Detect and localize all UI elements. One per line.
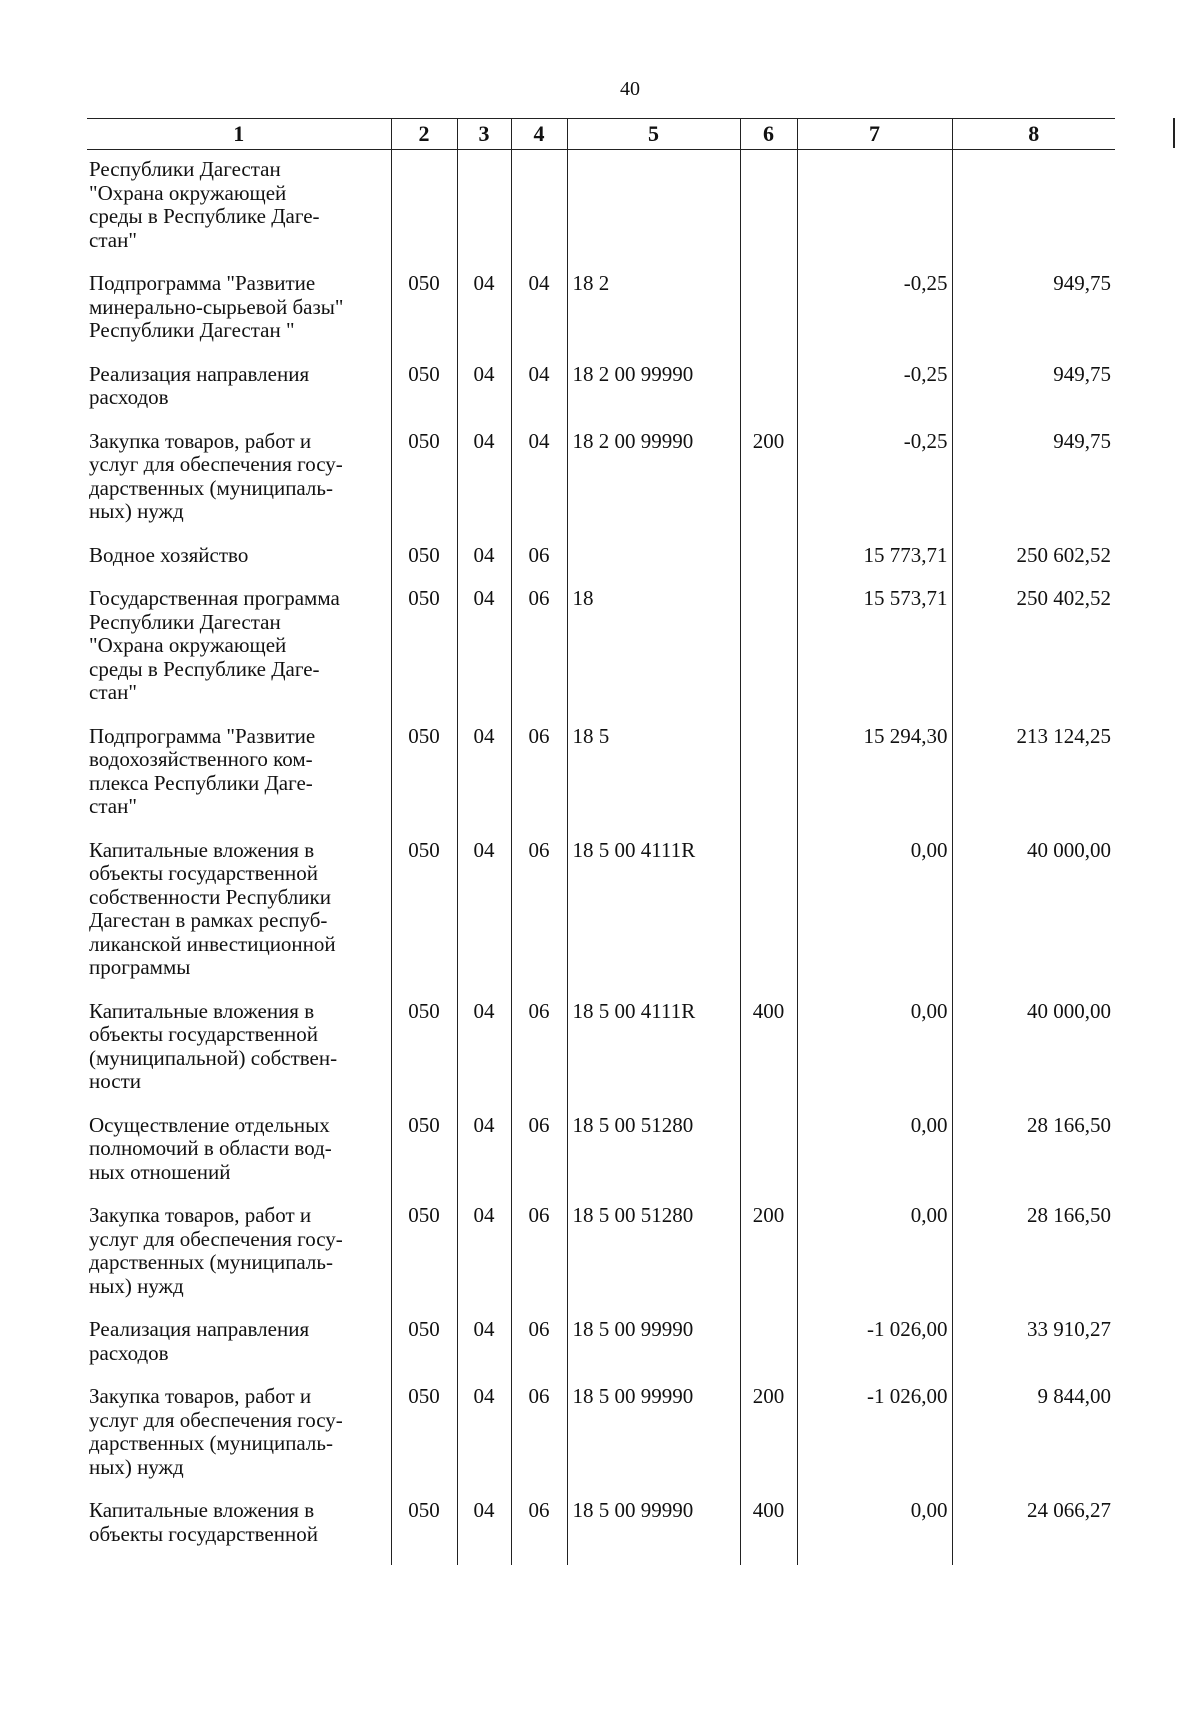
section-code-cell: 04: [457, 536, 511, 580]
subsection-code-cell: 04: [511, 422, 567, 536]
section-code-cell: 04: [457, 355, 511, 422]
expense-type-code-cell: 200: [740, 422, 797, 536]
target-article-code-cell: 18 5 00 4111R: [567, 992, 740, 1106]
item-name-cell: Капитальные вложения в объекты государственной собственности Республики Дагестан в рамках респуб- ликанской инвестиционной программы: [89, 837, 336, 979]
item-name-cell: Закупка товаров, работ и услуг для обеспечения госу- дарственных (муниципаль- ных) нужд: [89, 428, 343, 523]
item-name-cell: Закупка товаров, работ и услуг для обеспечения госу- дарственных (муниципаль- ных) нужд: [89, 1203, 343, 1298]
item-name-cell: Водное хозяйство: [89, 542, 249, 567]
target-article-code-cell: 18 2 00 99990: [567, 355, 740, 422]
subsection-code-cell: 06: [511, 579, 567, 717]
ministry-code-cell: 050: [391, 579, 457, 717]
table-row: [87, 150, 1115, 265]
amount-change-cell: 15 294,30: [797, 717, 952, 831]
table-row: [87, 579, 1115, 717]
target-article-code-cell: 18: [567, 579, 740, 717]
subsection-code-cell: 06: [511, 1106, 567, 1197]
subsection-code-cell: 06: [511, 1310, 567, 1377]
amount-change-cell: -0,25: [797, 355, 952, 422]
table-top-rule-extension: [1173, 118, 1175, 148]
item-name-cell: Капитальные вложения в объекты государственной: [89, 1498, 318, 1546]
item-name-cell: Подпрограмма "Развитие водохозяйственного ком- плекса Республики Даге- стан": [89, 723, 316, 818]
section-code-cell: 04: [457, 1310, 511, 1377]
subsection-code-cell: 06: [511, 1491, 567, 1565]
column-header: 2: [391, 119, 457, 150]
amount-total-cell: 40 000,00: [952, 992, 1115, 1106]
subsection-code-cell: 06: [511, 1196, 567, 1310]
expense-type-code-cell: [740, 536, 797, 580]
ministry-code-cell: 050: [391, 1491, 457, 1565]
expense-type-code-cell: [740, 831, 797, 992]
expense-type-code-cell: [740, 264, 797, 355]
ministry-code-cell: [391, 150, 457, 265]
item-name-cell: Реализация направления расходов: [89, 1317, 310, 1365]
section-code-cell: 04: [457, 422, 511, 536]
target-article-code-cell: 18 5 00 51280: [567, 1106, 740, 1197]
expense-type-code-cell: [740, 150, 797, 265]
subsection-code-cell: 06: [511, 1377, 567, 1491]
target-article-code-cell: [567, 536, 740, 580]
expense-type-code-cell: 200: [740, 1377, 797, 1491]
section-code-cell: 04: [457, 1377, 511, 1491]
item-name-cell: Республики Дагестан "Охрана окружающей среды в Республике Даге- стан": [89, 157, 320, 252]
table-header-row: [87, 119, 1115, 150]
ministry-code-cell: 050: [391, 717, 457, 831]
table-row: [87, 264, 1115, 355]
section-code-cell: 04: [457, 1491, 511, 1565]
section-code-cell: 04: [457, 992, 511, 1106]
target-article-code-cell: 18 5 00 99990: [567, 1491, 740, 1565]
ministry-code-cell: 050: [391, 264, 457, 355]
target-article-code-cell: 18 2: [567, 264, 740, 355]
section-code-cell: 04: [457, 1106, 511, 1197]
expense-type-code-cell: [740, 579, 797, 717]
ministry-code-cell: 050: [391, 831, 457, 992]
ministry-code-cell: 050: [391, 1106, 457, 1197]
amount-total-cell: 949,75: [952, 422, 1115, 536]
amount-change-cell: 15 573,71: [797, 579, 952, 717]
ministry-code-cell: 050: [391, 422, 457, 536]
table-row: [87, 422, 1115, 536]
column-header: 4: [511, 119, 567, 150]
expense-type-code-cell: [740, 1106, 797, 1197]
ministry-code-cell: 050: [391, 1377, 457, 1491]
section-code-cell: [457, 150, 511, 265]
amount-total-cell: 33 910,27: [952, 1310, 1115, 1377]
table-row: [87, 536, 1115, 580]
amount-total-cell: 40 000,00: [952, 831, 1115, 992]
table-body: [87, 150, 1115, 1566]
item-name-cell: Государственная программа Республики Дагестан "Охрана окружающей среды в Республике Даге- стан": [89, 586, 340, 704]
amount-total-cell: 250 602,52: [952, 536, 1115, 580]
column-header: 1: [87, 119, 391, 150]
column-header: 8: [952, 119, 1115, 150]
ministry-code-cell: 050: [391, 536, 457, 580]
target-article-code-cell: 18 2 00 99990: [567, 422, 740, 536]
section-code-cell: 04: [457, 717, 511, 831]
ministry-code-cell: 050: [391, 1310, 457, 1377]
target-article-code-cell: 18 5 00 4111R: [567, 831, 740, 992]
ministry-code-cell: 050: [391, 992, 457, 1106]
subsection-code-cell: 06: [511, 992, 567, 1106]
ministry-code-cell: 050: [391, 355, 457, 422]
item-name-cell: Капитальные вложения в объекты государственной (муниципальной) собствен- ности: [89, 998, 338, 1093]
item-name-cell: Осуществление отдельных полномочий в области вод- ных отношений: [89, 1112, 332, 1184]
amount-total-cell: 28 166,50: [952, 1196, 1115, 1310]
column-header: 6: [740, 119, 797, 150]
amount-change-cell: -0,25: [797, 264, 952, 355]
amount-change-cell: 0,00: [797, 992, 952, 1106]
section-code-cell: 04: [457, 1196, 511, 1310]
item-name-cell: Закупка товаров, работ и услуг для обеспечения госу- дарственных (муниципаль- ных) нужд: [89, 1384, 343, 1479]
table-row: [87, 1491, 1115, 1565]
expense-type-code-cell: 400: [740, 1491, 797, 1565]
page-number: 40: [620, 78, 640, 100]
expense-type-code-cell: [740, 1310, 797, 1377]
expense-type-code-cell: [740, 355, 797, 422]
subsection-code-cell: 04: [511, 355, 567, 422]
amount-total-cell: 213 124,25: [952, 717, 1115, 831]
budget-table: [87, 118, 1115, 1565]
section-code-cell: 04: [457, 264, 511, 355]
amount-total-cell: 28 166,50: [952, 1106, 1115, 1197]
item-name-cell: Реализация направления расходов: [89, 361, 310, 409]
amount-change-cell: 0,00: [797, 1491, 952, 1565]
subsection-code-cell: 04: [511, 264, 567, 355]
amount-change-cell: -0,25: [797, 422, 952, 536]
amount-total-cell: 9 844,00: [952, 1377, 1115, 1491]
table-row: [87, 992, 1115, 1106]
table-row: [87, 717, 1115, 831]
amount-total-cell: 250 402,52: [952, 579, 1115, 717]
amount-change-cell: 0,00: [797, 1106, 952, 1197]
budget-table-container: [87, 118, 1115, 1565]
target-article-code-cell: [567, 150, 740, 265]
table-row: [87, 1377, 1115, 1491]
table-row: [87, 831, 1115, 992]
column-header: 3: [457, 119, 511, 150]
amount-change-cell: 0,00: [797, 831, 952, 992]
subsection-code-cell: 06: [511, 831, 567, 992]
table-row: [87, 355, 1115, 422]
subsection-code-cell: [511, 150, 567, 265]
amount-change-cell: 15 773,71: [797, 536, 952, 580]
expense-type-code-cell: [740, 717, 797, 831]
amount-total-cell: 949,75: [952, 264, 1115, 355]
target-article-code-cell: 18 5: [567, 717, 740, 831]
expense-type-code-cell: 200: [740, 1196, 797, 1310]
column-header: 7: [797, 119, 952, 150]
table-row: [87, 1196, 1115, 1310]
amount-change-cell: 0,00: [797, 1196, 952, 1310]
target-article-code-cell: 18 5 00 99990: [567, 1377, 740, 1491]
expense-type-code-cell: 400: [740, 992, 797, 1106]
item-name-cell: Подпрограмма "Развитие минерально-сырьевой базы" Республики Дагестан ": [89, 271, 344, 342]
section-code-cell: 04: [457, 831, 511, 992]
subsection-code-cell: 06: [511, 717, 567, 831]
amount-total-cell: [952, 150, 1115, 265]
ministry-code-cell: 050: [391, 1196, 457, 1310]
amount-change-cell: -1 026,00: [797, 1377, 952, 1491]
subsection-code-cell: 06: [511, 536, 567, 580]
amount-change-cell: [797, 150, 952, 265]
target-article-code-cell: 18 5 00 51280: [567, 1196, 740, 1310]
amount-total-cell: 949,75: [952, 355, 1115, 422]
table-row: [87, 1106, 1115, 1197]
target-article-code-cell: 18 5 00 99990: [567, 1310, 740, 1377]
column-header: 5: [567, 119, 740, 150]
section-code-cell: 04: [457, 579, 511, 717]
amount-total-cell: 24 066,27: [952, 1491, 1115, 1565]
table-row: [87, 1310, 1115, 1377]
amount-change-cell: -1 026,00: [797, 1310, 952, 1377]
